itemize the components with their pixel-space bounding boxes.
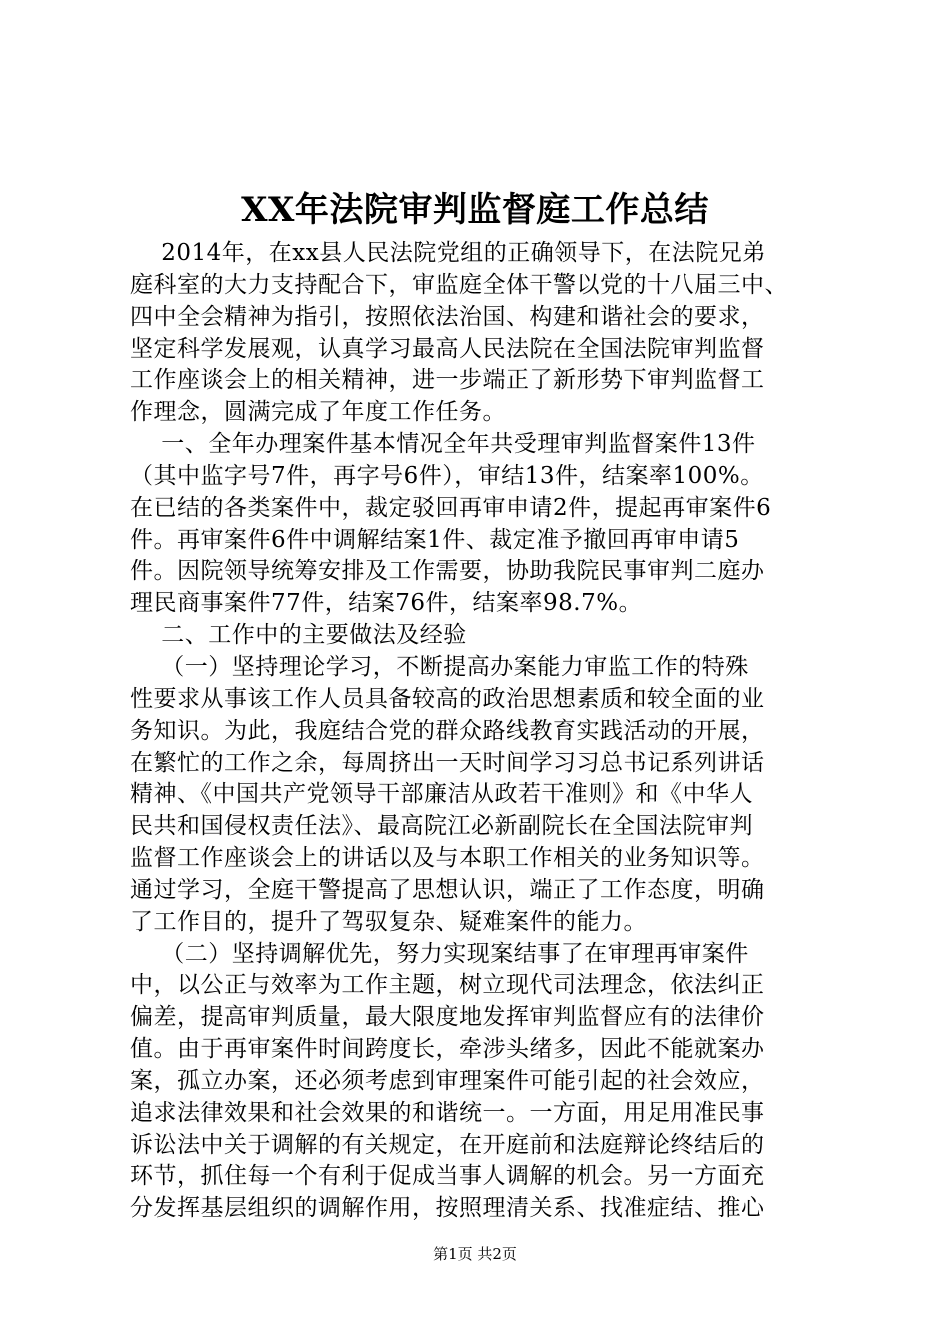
body-line: 件。因院领导统筹安排及工作需要，协助我院民事审判二庭办: [130, 558, 765, 585]
page-footer: 第1页 共2页: [433, 1245, 517, 1263]
body-line: 分发挥基层组织的调解作用，按照理清关系、找准症结、推心: [130, 1195, 765, 1222]
body-line: 追求法律效果和社会效果的和谐统一。一方面，用足用准民事: [130, 1099, 765, 1126]
document-title: XX年法院审判监督庭工作总结: [241, 190, 709, 230]
body-line: 值。由于再审案件时间跨度长，牵涉头绪多，因此不能就案办: [130, 1036, 765, 1063]
body-line: 在繁忙的工作之余，每周挤出一天时间学习习总书记系列讲话: [130, 749, 765, 776]
body-line: 监督工作座谈会上的讲话以及与本职工作相关的业务知识等。: [130, 845, 765, 872]
body-line: 偏差，提高审判质量，最大限度地发挥审判监督应有的法律价: [130, 1004, 765, 1031]
body-line: （一）坚持理论学习，不断提高办案能力审监工作的特殊: [130, 653, 749, 680]
body-line: 理民商事案件77件，结案76件，结案率98.7%。: [130, 590, 643, 617]
body-line: 精神、《中国共产党领导干部廉洁从政若干准则》和《中华人: [130, 781, 753, 808]
body-line: 件。再审案件6件中调解结案1件、裁定准予撤回再审申请5: [130, 526, 740, 553]
body-line: 了工作目的，提升了驾驭复杂、疑难案件的能力。: [130, 908, 647, 935]
body-line: 环节，抓住每一个有利于促成当事人调解的机会。另一方面充: [130, 1163, 765, 1190]
body-line: （其中监字号7件，再字号6件），审结13件，结案率100%。: [130, 462, 764, 489]
body-line: 四中全会精神为指引，按照依法治国、构建和谐社会的要求，: [130, 303, 765, 330]
body-line: 一、全年办理案件基本情况全年共受理审判监督案件13件: [130, 431, 756, 458]
document-body: [130, 238, 830, 1225]
body-line: 工作座谈会上的相关精神，进一步端正了新形势下审判监督工: [130, 367, 765, 394]
body-line: 在已结的各类案件中，裁定驳回再审申请2件，提起再审案件6: [130, 494, 772, 521]
body-line: 通过学习，全庭干警提高了思想认识，端正了工作态度，明确: [130, 876, 765, 903]
body-line: 2014年，在xx县人民法院党组的正确领导下，在法院兄弟: [130, 240, 766, 266]
body-line: 中，以公正与效率为工作主题，树立现代司法理念，依法纠正: [130, 972, 765, 999]
body-line: 案，孤立办案，还必须考虑到审理案件可能引起的社会效应，: [130, 1067, 765, 1094]
body-line: 诉讼法中关于调解的有关规定，在开庭前和法庭辩论终结后的: [130, 1131, 765, 1158]
body-line: 作理念，圆满完成了年度工作任务。: [130, 399, 506, 426]
body-line: 二、工作中的主要做法及经验: [130, 622, 467, 649]
body-line: 民共和国侵权责任法》、最高院江必新副院长在全国法院审判: [130, 813, 753, 840]
body-line: （二）坚持调解优先，努力实现案结事了在审理再审案件: [130, 940, 749, 967]
body-line: 庭科室的大力支持配合下，审监庭全体干警以党的十八届三中、: [130, 271, 788, 298]
body-line: 务知识。为此，我庭结合党的群众路线教育实践活动的开展，: [130, 717, 765, 744]
body-line: 坚定科学发展观，认真学习最高人民法院在全国法院审判监督: [130, 335, 765, 362]
body-line: 性要求从事该工作人员具备较高的政治思想素质和较全面的业: [130, 685, 765, 712]
